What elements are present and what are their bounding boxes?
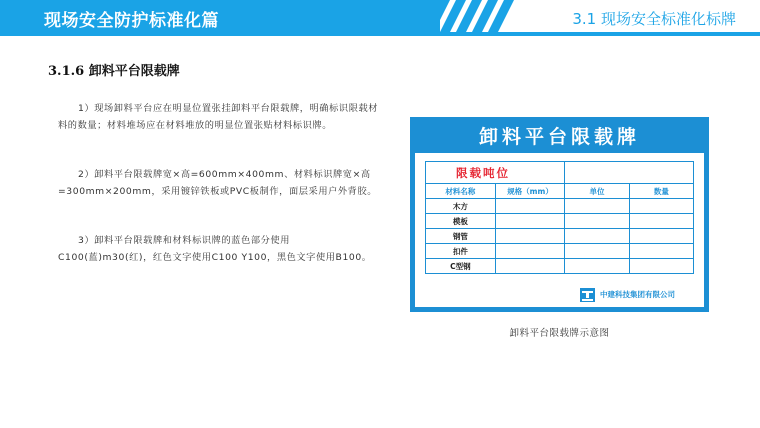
- header-bar: [0, 0, 760, 36]
- column-header: 材料名称: [426, 184, 496, 199]
- table-row: [426, 244, 694, 259]
- table-row: [426, 199, 694, 214]
- paragraph-2-text: 2）卸料平台限载牌宽×高=600mm×400mm、材料标识牌宽×高=300mm×200mm，采用镀锌铁板或PVC板制作，面层采用户外背胶。: [58, 169, 378, 197]
- material-name: 钢管: [426, 229, 496, 244]
- limit-value-cell: [565, 162, 694, 184]
- table-row: [426, 259, 694, 274]
- paragraph-1: [58, 100, 384, 134]
- material-name: 模板: [426, 214, 496, 229]
- material-name: 木方: [426, 199, 496, 214]
- header-section-title: 3.1 现场安全标准化标牌: [572, 10, 736, 28]
- sign-table: [425, 161, 694, 274]
- header-left-band: [0, 0, 440, 36]
- paragraph-3-text: 3）卸料平台限载牌和材料标识牌的蓝色部分使用C100(蓝)m30(红)，红色文字使用C100 Y100，黑色文字使用B100。: [58, 235, 372, 263]
- sign-title: 卸料平台限载牌: [478, 126, 640, 148]
- sign-body: [415, 153, 704, 307]
- column-header: 单位: [565, 184, 629, 199]
- company-logo-icon: [580, 288, 595, 302]
- limit-label: 限载吨位: [426, 162, 565, 184]
- load-limit-sign: [410, 117, 709, 312]
- header-title: 现场安全防护标准化篇: [44, 11, 219, 31]
- section-title: 3.1.6 卸料平台限载牌: [48, 64, 180, 79]
- table-row: [426, 229, 694, 244]
- column-header: 规格（mm）: [495, 184, 565, 199]
- paragraph-1-text: 1）现场卸料平台应在明显位置张挂卸料平台限载牌，明确标识限载材料的数量；材料堆场应在材料堆放的明显位置张贴材料标识牌。: [58, 103, 379, 131]
- material-name: C型钢: [426, 259, 496, 274]
- column-header: 数量: [629, 184, 693, 199]
- table-row: [426, 214, 694, 229]
- header-stripes: [420, 0, 530, 36]
- material-name: 扣件: [426, 244, 496, 259]
- header-underline: [0, 32, 760, 36]
- company-name: 中建科技集团有限公司: [600, 290, 675, 299]
- figure-caption: 卸料平台限载牌示意图: [509, 328, 610, 339]
- paragraph-2: [58, 166, 384, 200]
- paragraph-3: [58, 232, 384, 266]
